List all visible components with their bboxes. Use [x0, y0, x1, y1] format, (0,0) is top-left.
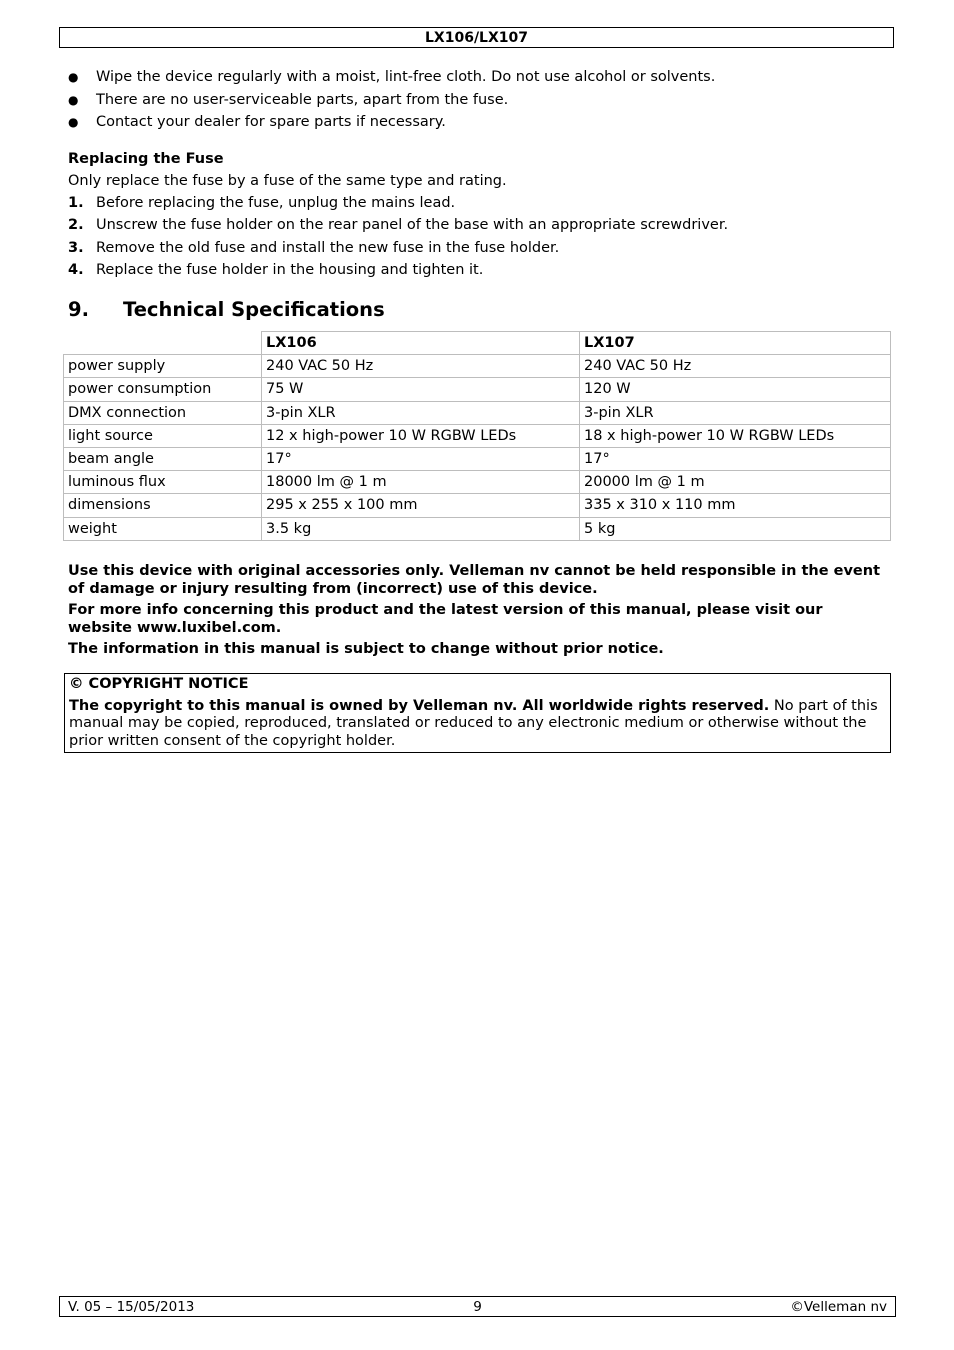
copyright-notice-box — [64, 673, 891, 753]
spec-value-cell: 3-pin XLR — [262, 401, 580, 424]
copyright-title: © COPYRIGHT NOTICE — [69, 676, 249, 692]
step-text: Before replacing the fuse, unplug the mains lead. — [96, 195, 456, 211]
fuse-steps-list — [68, 192, 888, 281]
spec-label-cell: luminous flux — [64, 471, 262, 494]
table-header-cell — [64, 332, 262, 355]
spec-value-cell: 295 x 255 x 100 mm — [262, 494, 580, 517]
step-number: 3. — [68, 239, 84, 256]
spec-value-cell: 3.5 kg — [262, 517, 580, 540]
spec-value-cell: 18000 lm @ 1 m — [262, 471, 580, 494]
note-paragraph: Use this device with original accessories only. Velleman nv cannot be held responsible in the event of damage or injury resulting from (incorrect) use of this device. — [68, 563, 880, 597]
list-item — [68, 237, 888, 259]
copyright-text: No part of this manual may be copied, reproduced, translated or reduced to any electronic medium or otherwise without the prior written consent of the copyright holder. — [69, 697, 878, 749]
table-row — [64, 517, 891, 540]
spec-value-cell: 335 x 310 x 110 mm — [580, 494, 891, 517]
spec-value-cell: 5 kg — [580, 517, 891, 540]
table-row — [64, 471, 891, 494]
table-row — [64, 378, 891, 401]
list-item — [68, 192, 888, 214]
step-number: 2. — [68, 217, 84, 234]
spec-value-cell: 12 x high-power 10 W RGBW LEDs — [262, 424, 580, 447]
table-header-cell: LX106 — [262, 332, 580, 355]
footer-owner: ©Velleman nv — [790, 1299, 887, 1315]
list-item — [68, 259, 888, 281]
spec-value-cell: 3-pin XLR — [580, 401, 891, 424]
step-text: Remove the old fuse and install the new fuse in the fuse holder. — [96, 239, 560, 256]
table-row — [64, 494, 891, 517]
copyright-body — [69, 698, 886, 751]
section-number: 9. — [68, 298, 89, 321]
spec-value-cell: 120 W — [580, 378, 891, 401]
header-title: LX106/LX107 — [425, 30, 528, 46]
footer-page-number: 9 — [473, 1299, 482, 1315]
section-heading — [68, 296, 385, 324]
step-text: Unscrew the fuse holder on the rear panel of the base with an appropriate screwdriver. — [96, 217, 729, 234]
spec-label-cell: light source — [64, 424, 262, 447]
list-item — [68, 214, 888, 236]
spec-value-cell: 240 VAC 50 Hz — [262, 355, 580, 378]
spec-value-cell: 17° — [580, 447, 891, 470]
table-row — [64, 355, 891, 378]
list-item: ● There are no user-serviceable parts, apart from the fuse. — [68, 89, 888, 112]
note-paragraph: For more info concerning this product and the latest version of this manual, please visit our website www.luxibel.com. — [68, 602, 823, 636]
spec-value-cell: 17° — [262, 447, 580, 470]
fuse-heading: Replacing the Fuse — [68, 151, 224, 167]
spec-value-cell: 20000 lm @ 1 m — [580, 471, 891, 494]
spec-value-cell: 18 x high-power 10 W RGBW LEDs — [580, 424, 891, 447]
spec-label-cell: DMX connection — [64, 401, 262, 424]
notes — [68, 563, 890, 663]
table-header-cell: LX107 — [580, 332, 891, 355]
spec-label-cell: power consumption — [64, 378, 262, 401]
specifications-table — [63, 331, 891, 541]
step-text: Replace the fuse holder in the housing and tighten it. — [96, 261, 484, 278]
bullet-icon: ● — [68, 115, 79, 129]
table-row — [64, 401, 891, 424]
note-paragraph: The information in this manual is subject to change without prior notice. — [68, 641, 664, 657]
spec-label-cell: beam angle — [64, 447, 262, 470]
spec-value-cell: 240 VAC 50 Hz — [580, 355, 891, 378]
list-item: ● Wipe the device regularly with a moist, lint-free cloth. Do not use alcohol or solvents. — [68, 66, 888, 89]
spec-label-cell: weight — [64, 517, 262, 540]
maintenance-bullet-list — [68, 66, 888, 134]
bullet-icon: ● — [68, 70, 79, 84]
list-item: ● Contact your dealer for spare parts if necessary. — [68, 111, 888, 134]
page-footer — [59, 1296, 896, 1317]
fuse-intro: Only replace the fuse by a fuse of the same type and rating. — [68, 173, 507, 189]
spec-value-cell: 75 W — [262, 378, 580, 401]
table-row — [64, 447, 891, 470]
table-row — [64, 424, 891, 447]
spec-label-cell: dimensions — [64, 494, 262, 517]
page-header — [59, 27, 894, 48]
step-number: 4. — [68, 261, 84, 278]
section-title: Technical Specifications — [123, 298, 385, 321]
copyright-bold-text: The copyright to this manual is owned by Velleman nv. All worldwide rights reserved. — [69, 697, 770, 714]
step-number: 1. — [68, 195, 84, 211]
footer-version: V. 05 – 15/05/2013 — [68, 1299, 195, 1315]
table-header-row — [64, 332, 891, 355]
spec-label-cell: power supply — [64, 355, 262, 378]
bullet-icon: ● — [68, 92, 79, 107]
